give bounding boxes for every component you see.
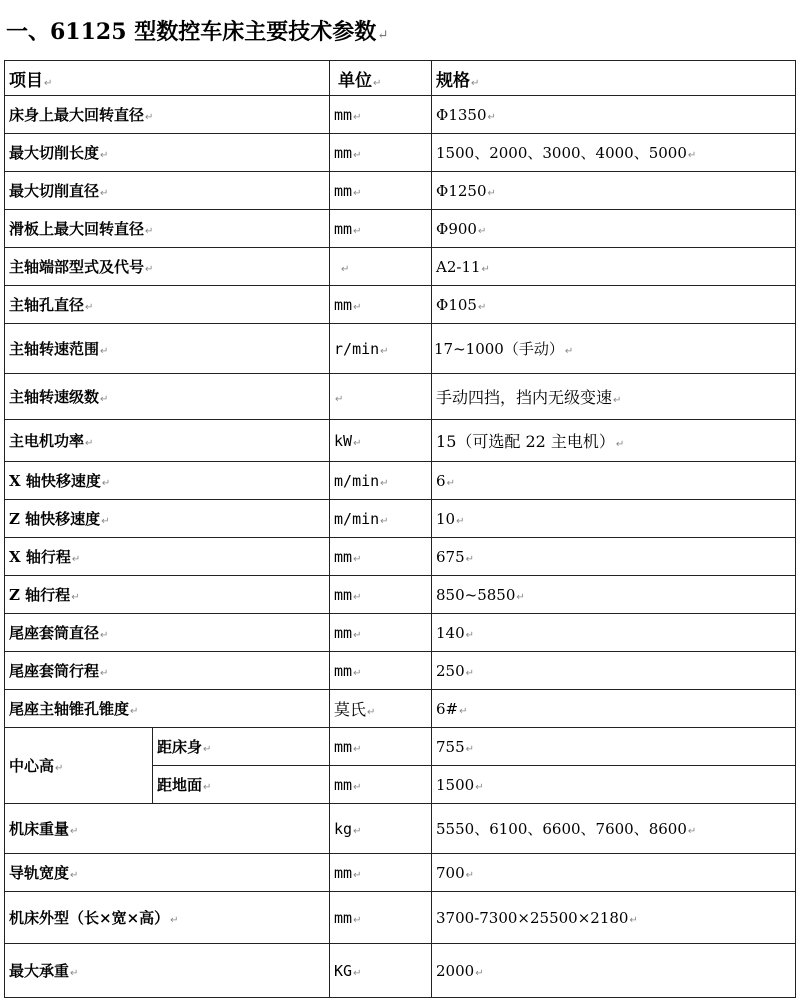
row-unit: mm↵	[330, 286, 432, 324]
row-spec: 250↵	[432, 652, 796, 690]
row-spec: Φ900↵	[432, 210, 796, 248]
row-spec: 2000↵	[432, 944, 796, 998]
row-item: 机床重量↵	[5, 804, 330, 854]
row-unit: mm↵	[330, 614, 432, 652]
row-item: X 轴快移速度↵	[5, 462, 330, 500]
row-spec: Φ105↵	[432, 286, 796, 324]
table-row	[5, 804, 796, 854]
table-row	[5, 854, 796, 892]
row-spec: 15（可选配 22 主电机）↵	[432, 420, 796, 462]
header-item: 项目↵	[5, 61, 330, 96]
row-item: 滑板上最大回转直径↵	[5, 210, 330, 248]
row-item: 尾座套筒直径↵	[5, 614, 330, 652]
table-row	[5, 500, 796, 538]
row-item: 主轴转速范围↵	[5, 324, 330, 374]
row-unit: ↵	[330, 374, 432, 420]
row-item: 导轨宽度↵	[5, 854, 330, 892]
row-unit: mm↵	[330, 892, 432, 944]
row-unit: mm↵	[330, 728, 432, 766]
row-item: 主轴端部型式及代号↵	[5, 248, 330, 286]
row-unit: m/min↵	[330, 500, 432, 538]
table-row	[5, 248, 796, 286]
row-item: 最大承重↵	[5, 944, 330, 998]
row-unit: mm↵	[330, 766, 432, 804]
table-row	[5, 172, 796, 210]
row-spec: 755↵	[432, 728, 796, 766]
table-row	[5, 286, 796, 324]
table-row	[5, 690, 796, 728]
table-header-row	[5, 61, 796, 96]
table-row	[5, 374, 796, 420]
row-spec: 675↵	[432, 538, 796, 576]
table-row	[5, 96, 796, 134]
row-spec: Φ1350↵	[432, 96, 796, 134]
row-unit: mm↵	[330, 576, 432, 614]
row-spec: A2-11↵	[432, 248, 796, 286]
row-unit: mm↵	[330, 172, 432, 210]
row-spec: 3700-7300×25500×2180↵	[432, 892, 796, 944]
table-row	[5, 576, 796, 614]
table-row	[5, 614, 796, 652]
row-unit: ↵	[330, 248, 432, 286]
row-unit: mm↵	[330, 210, 432, 248]
header-unit: 单位↵	[330, 61, 432, 96]
table-row	[5, 728, 796, 766]
row-unit: mm↵	[330, 96, 432, 134]
row-spec: Φ1250↵	[432, 172, 796, 210]
row-item: 最大切削直径↵	[5, 172, 330, 210]
row-item: Z 轴快移速度↵	[5, 500, 330, 538]
row-spec: 6↵	[432, 462, 796, 500]
spec-table	[4, 60, 796, 998]
row-item: 尾座套筒行程↵	[5, 652, 330, 690]
table-row	[5, 538, 796, 576]
row-spec: 1500、2000、3000、4000、5000↵	[432, 134, 796, 172]
row-spec: 140↵	[432, 614, 796, 652]
header-spec: 规格↵	[432, 61, 796, 96]
row-spec: 6#↵	[432, 690, 796, 728]
row-subitem: 距地面↵	[153, 766, 330, 804]
row-unit: mm↵	[330, 538, 432, 576]
row-unit: KG↵	[330, 944, 432, 998]
row-item: X 轴行程↵	[5, 538, 330, 576]
row-item: 主轴转速级数↵	[5, 374, 330, 420]
row-unit: mm↵	[330, 854, 432, 892]
row-item: 主轴孔直径↵	[5, 286, 330, 324]
row-unit: mm↵	[330, 134, 432, 172]
table-row	[5, 210, 796, 248]
document-title: 一、61125 型数控车床主要技术参数↵	[6, 19, 389, 45]
row-unit: kW↵	[330, 420, 432, 462]
row-item: 最大切削长度↵	[5, 134, 330, 172]
row-spec: 5550、6100、6600、7600、8600↵	[432, 804, 796, 854]
row-spec: 手动四挡，挡内无级变速↵	[432, 374, 796, 420]
row-spec: 10↵	[432, 500, 796, 538]
row-item: 床身上最大回转直径↵	[5, 96, 330, 134]
table-row	[5, 892, 796, 944]
row-item: 主电机功率↵	[5, 420, 330, 462]
row-spec: 700↵	[432, 854, 796, 892]
row-item: Z 轴行程↵	[5, 576, 330, 614]
row-unit: m/min↵	[330, 462, 432, 500]
row-subitem: 距床身↵	[153, 728, 330, 766]
table-row	[5, 324, 796, 374]
row-item: 机床外型（长×宽×高）↵	[5, 892, 330, 944]
table-row	[5, 462, 796, 500]
center-height-label: 中心高↵	[5, 728, 153, 804]
row-unit: 莫氏↵	[330, 690, 432, 728]
table-row	[5, 420, 796, 462]
row-spec: 850~5850↵	[432, 576, 796, 614]
row-item: 尾座主轴锥孔锥度↵	[5, 690, 330, 728]
row-unit: mm↵	[330, 652, 432, 690]
table-row	[5, 652, 796, 690]
table-row	[5, 944, 796, 998]
row-unit: r/min↵	[330, 324, 432, 374]
row-spec: 17~1000（手动）↵	[432, 324, 796, 374]
row-spec: 1500↵	[432, 766, 796, 804]
row-unit: kg↵	[330, 804, 432, 854]
table-row	[5, 134, 796, 172]
